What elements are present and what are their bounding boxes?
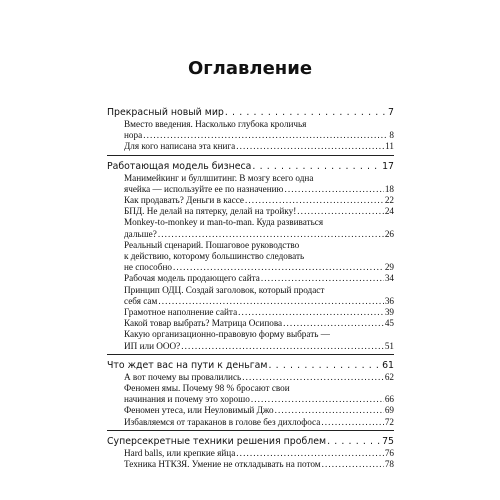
toc-entry[interactable]: [124, 405, 394, 416]
toc-entry-row: [124, 417, 394, 428]
toc-entry-title: дальше?: [124, 228, 157, 239]
toc-entry-page: 29: [384, 262, 394, 273]
toc-leader-dots: [238, 307, 384, 318]
page-title: Оглавление: [187, 58, 313, 79]
toc-leader-dots: [283, 318, 384, 329]
toc-entry-page: 45: [384, 318, 394, 329]
toc-entry[interactable]: [124, 329, 394, 351]
toc-entry-title: ИП или ООО?: [124, 340, 181, 351]
toc-entry[interactable]: [124, 119, 394, 141]
toc-leader-dots: [275, 405, 384, 416]
toc-entry-row: [124, 184, 394, 195]
toc-entry-line: Феномен ямы. Почему 98 % бросают свои: [124, 383, 290, 394]
toc-section-title: Работающая модель бизнеса: [107, 160, 252, 172]
toc-section-heading[interactable]: [107, 155, 394, 173]
toc-entry-row: [124, 341, 394, 352]
toc-leader-dots: [181, 341, 384, 352]
toc-section-page: 17: [382, 160, 394, 172]
toc-entry-row: [124, 307, 394, 318]
toc-entry[interactable]: [124, 383, 394, 405]
toc-leader-dots: [251, 394, 384, 405]
toc-entry[interactable]: [124, 173, 394, 195]
toc-section-page: 7: [388, 107, 394, 118]
toc-section-title: Суперсекретные техники решения проблем: [107, 435, 327, 447]
toc-leader-dots: [143, 130, 388, 141]
toc-entry-title: Феномен утеса, или Неуловимый Джо: [124, 405, 274, 416]
toc-entry-page: 76: [384, 447, 394, 458]
toc-entry-page: 22: [384, 195, 394, 206]
toc-leader-dots: [236, 448, 384, 459]
toc-entry-title: Грамотное наполнение сайта: [124, 307, 238, 318]
toc-entry-title: Техника НТКЗЯ. Умение не откладывать на потом: [124, 459, 321, 470]
toc-entry-title: БПД. Не делай на пятерку, делай на тройку!: [124, 206, 297, 217]
toc-entry-row: [124, 262, 394, 273]
toc-leader-dots: [297, 206, 384, 217]
toc-entry-row: [124, 296, 394, 307]
toc-section-title: Прекрасный новый мир: [107, 107, 224, 118]
toc-entry-row: [124, 229, 394, 240]
toc-leader-dots: [242, 372, 384, 383]
toc-entry-title: начинания и почему это хорошо: [124, 394, 250, 405]
toc-entry-title: А вот почему вы провалились: [124, 371, 242, 382]
toc-entry-title: Избавляемся от тараканов в голове без дихлофоса: [124, 416, 321, 427]
toc-entry[interactable]: [124, 273, 394, 284]
toc-entry-title: не способно: [124, 262, 172, 273]
toc-section-heading[interactable]: [107, 102, 394, 119]
toc-entry[interactable]: [124, 318, 394, 329]
toc-entry-page: 18: [384, 183, 394, 194]
toc-entry-row: [124, 141, 394, 152]
toc-entry[interactable]: [124, 448, 394, 459]
toc-entry-title: нора: [124, 130, 143, 141]
toc-section-heading[interactable]: [107, 430, 394, 448]
toc-entry-title: Рабочая модель продающего сайта: [124, 273, 260, 284]
toc-entry-line: к действию, которому большинство следовать: [124, 251, 305, 262]
toc-leader-dots: [158, 229, 384, 240]
toc-entry[interactable]: [124, 417, 394, 428]
toc-entry-page: 72: [384, 416, 394, 427]
toc-entry-title: Какой товар выбрать? Матрица Осипова: [124, 318, 283, 329]
toc-leader-dots: [236, 141, 384, 152]
toc-entry-row: [124, 206, 394, 217]
toc-entry[interactable]: [124, 459, 394, 470]
toc-entry-row: [124, 130, 394, 141]
toc-entry-page: 78: [384, 459, 394, 470]
toc-entry-title: Как продавать? Деньги в кассе: [124, 195, 245, 206]
toc-entry[interactable]: [124, 285, 394, 307]
toc-entry-page: 24: [384, 206, 394, 217]
toc-entry[interactable]: [124, 372, 394, 383]
toc-entry-line: Манимейкинг и буллшитинг. В мозгу всего одна: [124, 172, 314, 183]
toc-entry-row: [124, 372, 394, 383]
toc-entry-row: [124, 448, 394, 459]
toc-entry-title: себя сам: [124, 295, 158, 306]
toc-leader-dots: [284, 184, 383, 195]
toc-entry-row: [124, 459, 394, 470]
toc-entry-page: 36: [384, 295, 394, 306]
toc-entry-page: 39: [384, 307, 394, 318]
toc-leader-dots: [252, 160, 381, 173]
toc-leader-dots: [327, 435, 381, 448]
toc-entry-row: [124, 273, 394, 284]
toc-entry[interactable]: [124, 217, 394, 239]
toc-entry-line: Реальный сценарий. Пошаговое руководство: [124, 239, 300, 250]
toc-entry-title: ячейка — используйте ее по назначению: [124, 183, 284, 194]
toc-entry-row: [124, 394, 394, 405]
toc-entry-title: Для кого написана эта книга: [124, 141, 236, 152]
table-of-contents: [107, 102, 394, 470]
toc-entry[interactable]: [124, 195, 394, 206]
toc-entry[interactable]: [124, 307, 394, 318]
toc-entry-page: 66: [384, 394, 394, 405]
toc-section-heading[interactable]: [107, 354, 394, 372]
toc-entry-row: [124, 195, 394, 206]
toc-leader-dots: [322, 459, 384, 470]
toc-leader-dots: [245, 195, 384, 206]
toc-leader-dots: [261, 273, 384, 284]
toc-entry-line: Принцип ОДЦ. Создай заголовок, который продаст: [124, 284, 325, 295]
toc-entry-row: [124, 318, 394, 329]
toc-entry[interactable]: [124, 206, 394, 217]
toc-leader-dots: [321, 417, 384, 428]
toc-entry-page: 11: [385, 141, 394, 152]
toc-leader-dots: [173, 262, 384, 273]
toc-section-page: 75: [382, 435, 394, 447]
toc-section-page: 61: [382, 359, 394, 371]
toc-entry-page: 69: [384, 405, 394, 416]
toc-entry-page: 34: [384, 273, 394, 284]
toc-leader-dots: [225, 106, 387, 119]
toc-leader-dots: [269, 359, 382, 372]
toc-entry-page: 26: [384, 228, 394, 239]
toc-entry-title: Hard balls, или крепкие яйца: [124, 447, 236, 458]
toc-leader-dots: [158, 296, 383, 307]
toc-entry-line: Вместо введения. Насколько глубока кроличья: [124, 119, 307, 129]
toc-entry-line: Monkey-to-monkey и man-to-man. Куда развиваться: [124, 217, 324, 228]
toc-section-title: Что ждет вас на пути к деньгам: [107, 359, 268, 371]
toc-entry-page: 8: [389, 130, 394, 141]
toc-entry[interactable]: [124, 240, 394, 274]
toc-entry-page: 51: [384, 340, 394, 351]
toc-entry-page: 62: [384, 371, 394, 382]
toc-entry-line: Какую организационно-правовую форму выбрать —: [124, 329, 330, 340]
toc-entry[interactable]: [124, 141, 394, 152]
toc-entry-row: [124, 405, 394, 416]
